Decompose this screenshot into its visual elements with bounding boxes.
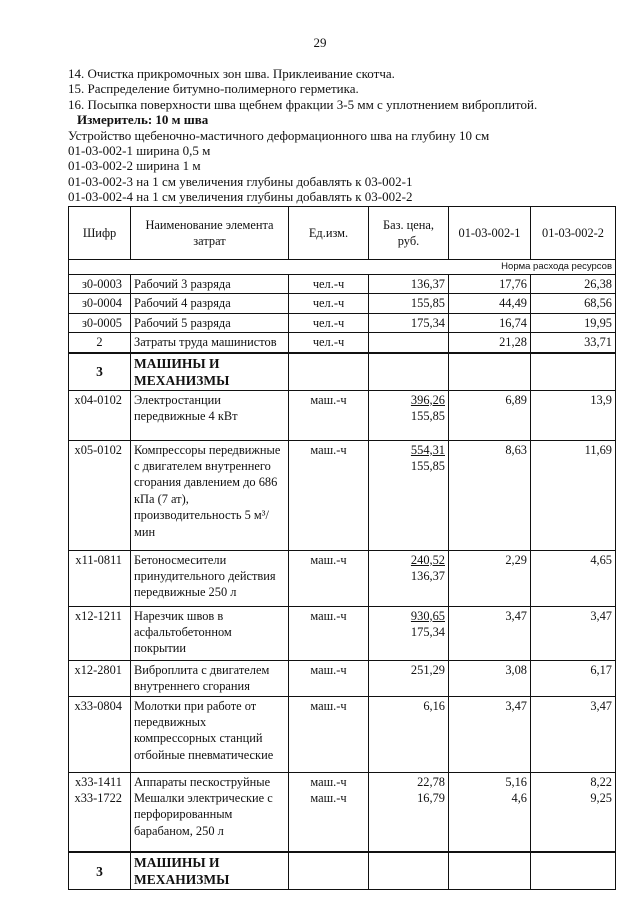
- cell-name: Рабочий 4 разряда: [131, 294, 289, 313]
- table-row: [69, 440, 616, 550]
- cell-unit: маш.-ч: [289, 696, 369, 772]
- measure-label: Измеритель: 10 м шва: [77, 112, 209, 128]
- code-line-2: 01-03-002-2 ширина 1 м: [68, 158, 201, 174]
- intro-line-15: 15. Распределение битумно-полимерного герметика.: [68, 81, 359, 97]
- cell-v2: 68,56: [531, 294, 616, 313]
- header-col1: 01-03-002-1: [449, 207, 531, 260]
- cell-price: 251,29: [369, 660, 449, 696]
- table-row: [69, 772, 616, 840]
- header-price: Баз. цена, руб.: [369, 207, 449, 260]
- code-line-3: 01-03-002-3 на 1 см увеличения глубины добавлять к 03-002-1: [68, 173, 413, 189]
- header-name: Наименование элемента затрат: [131, 207, 289, 260]
- cell-code: з0-0005: [69, 313, 131, 332]
- cell-v1: 5,16 4,6: [449, 772, 531, 840]
- cell-v1: 21,28: [449, 333, 531, 353]
- device-description: Устройство щебеночно-мастичного деформационного шва на глубину 10 см: [68, 127, 490, 143]
- cell-price: 136,37: [369, 275, 449, 294]
- cell-v2: 6,17: [531, 660, 616, 696]
- cell-unit: чел.-ч: [289, 294, 369, 313]
- cell-name: Компрессоры передвижные с двигателем внутреннего сгорания давлением до 686 кПа (7 ат), производительность 5 м³/мин: [131, 440, 289, 550]
- cell-unit: чел.-ч: [289, 313, 369, 332]
- norm-note-row: [69, 260, 616, 275]
- cell-code: х33-0804: [69, 696, 131, 772]
- cell-name: Молотки при работе от передвижных компрессорных станций отбойные пневматические: [131, 696, 289, 772]
- cell-v1: 8,63: [449, 440, 531, 550]
- cell-price: 396,26 155,85: [369, 390, 449, 440]
- table-row: [69, 606, 616, 660]
- cell-price: 930,65 175,34: [369, 606, 449, 660]
- section-row: [69, 353, 616, 391]
- cell-v1: 6,89: [449, 390, 531, 440]
- cell-price: 240,52 136,37: [369, 550, 449, 606]
- cell-unit: чел.-ч: [289, 333, 369, 353]
- header-code: Шифр: [69, 207, 131, 260]
- cell-unit: маш.-ч: [289, 390, 369, 440]
- cell-code: з0-0003: [69, 275, 131, 294]
- table-row: [69, 390, 616, 440]
- intro-text: [68, 66, 628, 205]
- header-unit: Ед.изм.: [289, 207, 369, 260]
- cell-name: Бетоносмесители принудительного действия передвижные 250 л: [131, 550, 289, 606]
- cell-v2: 13,9: [531, 390, 616, 440]
- cell-name: Рабочий 5 разряда: [131, 313, 289, 332]
- cell-name: Виброплита с двигателем внутреннего сгорания: [131, 660, 289, 696]
- table-row: [69, 313, 616, 332]
- cell-name: Аппараты пескоструйные Мешалки электрические с перфорированным барабаном, 250 л: [131, 772, 289, 840]
- cell-v1: 44,49: [449, 294, 531, 313]
- cell-name: Нарезчик швов в асфальтобетонном покрытии: [131, 606, 289, 660]
- cell-v1: 3,47: [449, 696, 531, 772]
- section-code: 3: [69, 353, 131, 391]
- cell-v1: 16,74: [449, 313, 531, 332]
- norm-note: Норма расхода ресурсов: [69, 260, 616, 275]
- machinists-row: [69, 333, 616, 353]
- cell-v2: 11,69: [531, 440, 616, 550]
- section-title: МАШИНЫ И МЕХАНИЗМЫ: [131, 353, 289, 391]
- cell-v1: 3,47: [449, 606, 531, 660]
- cell-price: [369, 333, 449, 353]
- cell-price: 175,34: [369, 313, 449, 332]
- intro-line-16: 16. Посыпка поверхности шва щебнем фракции 3-5 мм с уплотнением виброплитой.: [68, 96, 538, 112]
- cell-price: 22,78 16,79: [369, 772, 449, 840]
- resource-table: [68, 206, 616, 890]
- cell-price: 6,16: [369, 696, 449, 772]
- table-row: [69, 660, 616, 696]
- cell-v1: 3,08: [449, 660, 531, 696]
- table-row: [69, 294, 616, 313]
- section-code: 3: [69, 852, 131, 890]
- cell-code: х11-0811: [69, 550, 131, 606]
- cell-v1: 17,76: [449, 275, 531, 294]
- cell-unit: маш.-ч: [289, 550, 369, 606]
- cell-name: Затраты труда машинистов: [131, 333, 289, 353]
- cell-v1: 2,29: [449, 550, 531, 606]
- cell-unit: маш.-ч: [289, 606, 369, 660]
- cell-unit: маш.-ч: [289, 440, 369, 550]
- cell-v2: 8,22 9,25: [531, 772, 616, 840]
- cell-code: з0-0004: [69, 294, 131, 313]
- cell-price: 554,31 155,85: [369, 440, 449, 550]
- cell-unit: маш.-ч: [289, 660, 369, 696]
- cell-v2: 3,47: [531, 606, 616, 660]
- cell-code: х12-2801: [69, 660, 131, 696]
- cell-code: х05-0102: [69, 440, 131, 550]
- cell-name: Рабочий 3 разряда: [131, 275, 289, 294]
- cell-code: 2: [69, 333, 131, 353]
- page-number: 29: [313, 35, 327, 50]
- cell-name: Электростанции передвижные 4 кВт: [131, 390, 289, 440]
- cell-v2: 3,47: [531, 696, 616, 772]
- cell-code: х33-1411 х33-1722: [69, 772, 131, 840]
- cell-code: х04-0102: [69, 390, 131, 440]
- cell-v2: 33,71: [531, 333, 616, 353]
- intro-line-14: 14. Очистка прикромочных зон шва. Приклеивание скотча.: [68, 66, 395, 81]
- cell-unit: маш.-ч маш.-ч: [289, 772, 369, 840]
- section-title: МАШИНЫ И МЕХАНИЗМЫ: [131, 852, 289, 890]
- table-row: [69, 550, 616, 606]
- code-line-4: 01-03-002-4 на 1 см увеличения глубины добавлять к 03-002-2: [68, 189, 413, 205]
- cell-code: х12-1211: [69, 606, 131, 660]
- header-col2: 01-03-002-2: [531, 207, 616, 260]
- code-line-1: 01-03-002-1 ширина 0,5 м: [68, 143, 211, 159]
- table-row: [69, 275, 616, 294]
- cell-v2: 26,38: [531, 275, 616, 294]
- table-row: [69, 696, 616, 772]
- cell-v2: 19,95: [531, 313, 616, 332]
- cell-price: 155,85: [369, 294, 449, 313]
- section-row: [69, 852, 616, 890]
- cell-v2: 4,65: [531, 550, 616, 606]
- table-header-row: [69, 207, 616, 260]
- cell-unit: чел.-ч: [289, 275, 369, 294]
